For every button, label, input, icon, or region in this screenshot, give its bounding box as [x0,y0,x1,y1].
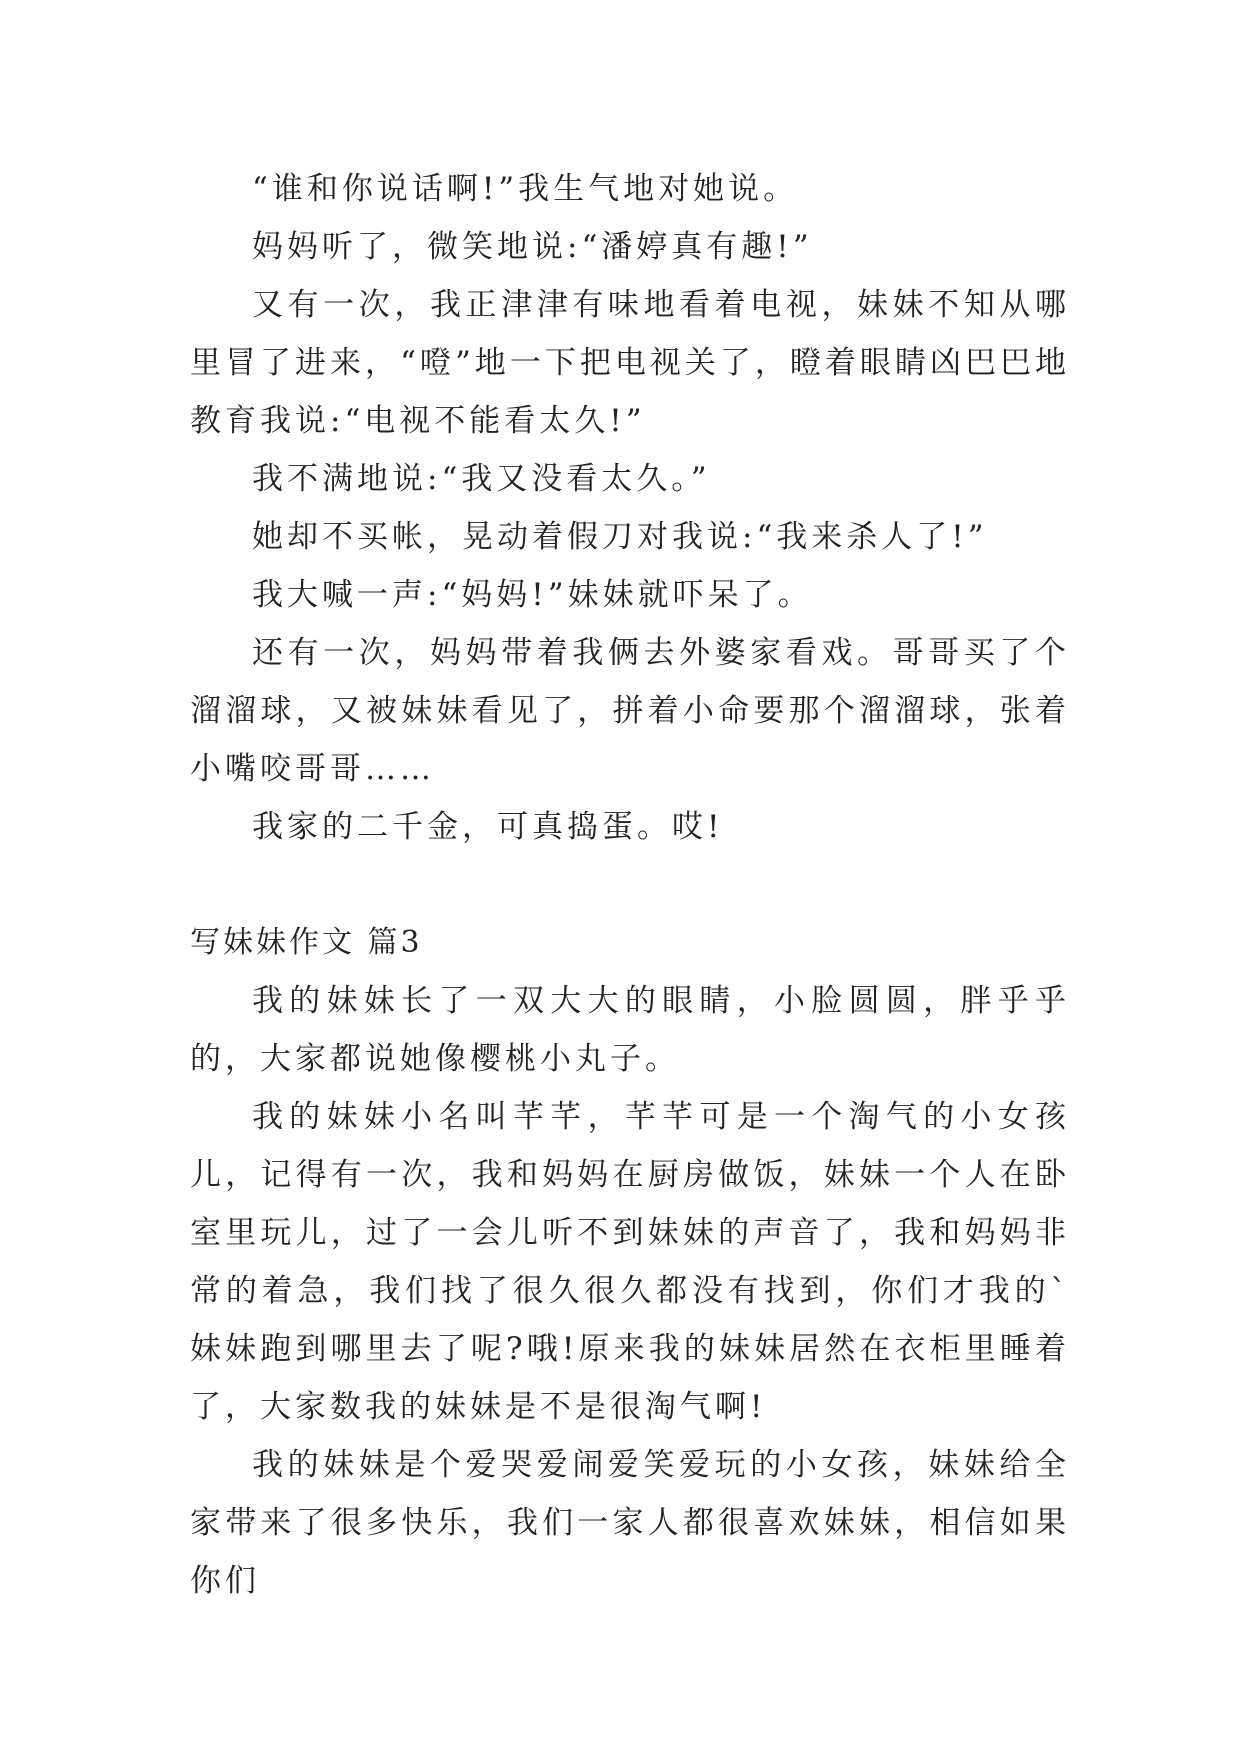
paragraph: 我的妹妹是个爱哭爱闹爱笑爱玩的小女孩，妹妹给全家带来了很多快乐，我们一家人都很喜欢妹妹，相信如果你们 [190,1447,1070,1599]
section-heading: 写妹妹作文 篇3 [190,925,423,960]
paragraph: 又有一次，我正津津有味地看着电视，妹妹不知从哪里冒了进来，“噔”地一下把电视关了，瞪着眼睛凶巴巴地教育我说:“电视不能看太久!” [190,287,1070,439]
paragraph: “谁和你说话啊!”我生气地对她说。 [252,171,799,207]
paragraph: 她却不买帐，晃动着假刀对我说:“我来杀人了!” [252,519,988,555]
paragraph: 我不满地说:“我又没看太久。” [252,461,711,497]
paragraph: 还有一次，妈妈带着我俩去外婆家看戏。哥哥买了个溜溜球，又被妹妹看见了，拼着小命要那个溜溜球，张着小嘴咬哥哥…… [190,635,1070,787]
paragraph: 我的妹妹长了一双大大的眼睛，小脸圆圆，胖乎乎的，大家都说她像樱桃小丸子。 [190,983,1070,1077]
document-body [190,160,1070,1610]
paragraph: 妈妈听了，微笑地说:“潘婷真有趣!” [252,229,813,265]
paragraph: 我家的二千金，可真捣蛋。哎! [252,809,724,845]
paragraph: 我大喊一声:“妈妈!”妹妹就吓呆了。 [252,577,813,613]
paragraph: 我的妹妹小名叫芊芊，芊芊可是一个淘气的小女孩儿，记得有一次，我和妈妈在厨房做饭，妹妹一个人在卧室里玩儿，过了一会儿听不到妹妹的声音了，我和妈妈非常的着急，我们找了很久很久都没有找到，你们才我的`妹妹跑到哪里去了呢?哦!原来我的妹妹居然在衣柜里睡着了，大家数我的妹妹是不是很淘气啊! [190,1099,1070,1425]
